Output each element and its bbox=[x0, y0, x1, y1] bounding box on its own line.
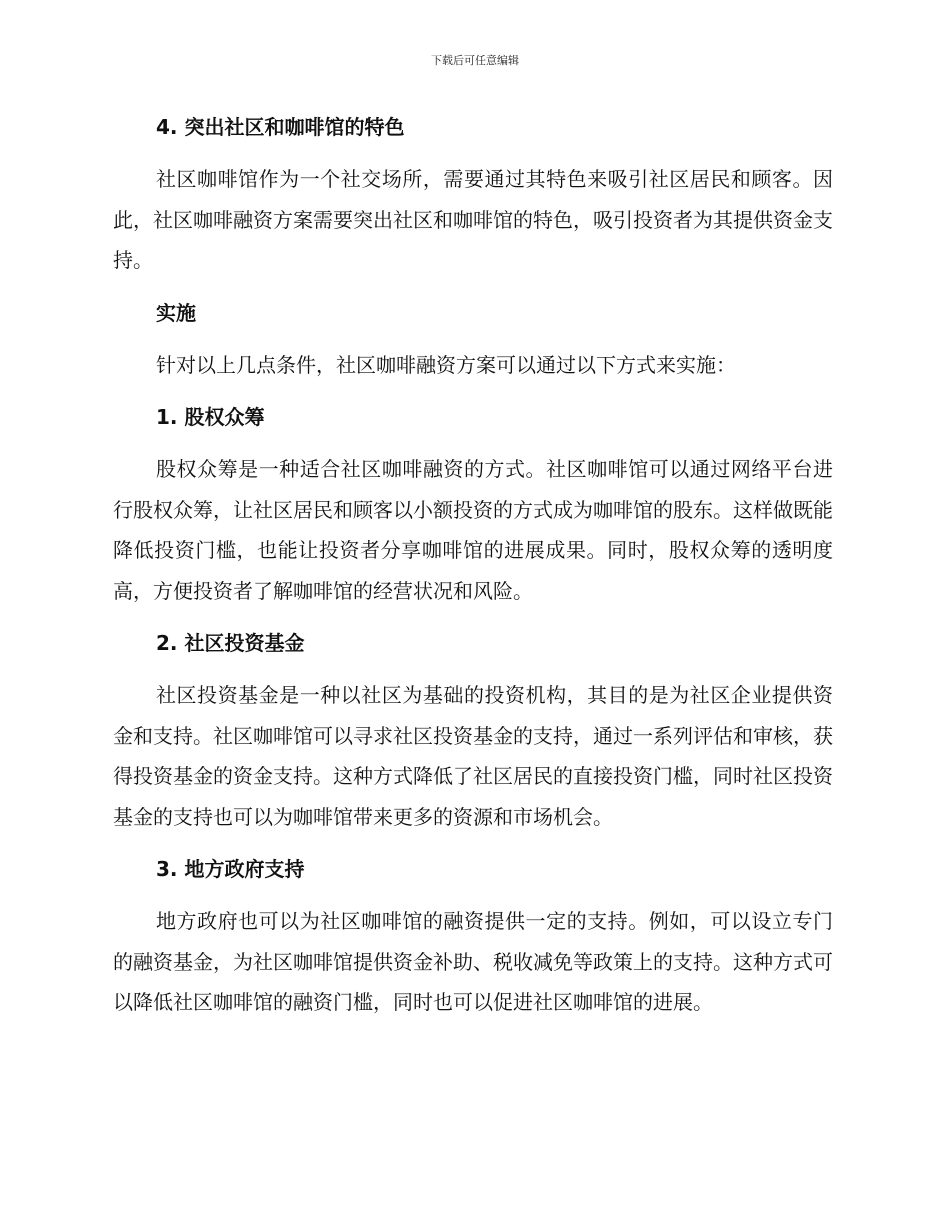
section-heading: 1. 股权众筹 bbox=[156, 405, 265, 429]
paragraph: 社区投资基金是一种以社区为基础的投资机构，其目的是为社区企业提供资金和支持。社区咖啡馆可以寻求社区投资基金的支持，通过一系列评估和审核，获得投资基金的资金支持。这种方式降低了社区居民的直接投资门槛，同时社区投资基金的支持也可以为咖啡馆带来更多的资源和市场机会。 bbox=[113, 683, 833, 829]
section-heading: 2. 社区投资基金 bbox=[156, 631, 305, 655]
document-body bbox=[113, 109, 833, 1023]
paragraph: 股权众筹是一种适合社区咖啡融资的方式。社区咖啡馆可以通过网络平台进行股权众筹，让社区居民和顾客以小额投资的方式成为咖啡馆的股东。这样做既能降低投资门槛，也能让投资者分享咖啡馆的进展成果。同时，股权众筹的透明度高，方便投资者了解咖啡馆的经营状况和风险。 bbox=[113, 457, 833, 603]
paragraph: 针对以上几点条件，社区咖啡融资方案可以通过以下方式来实施： bbox=[156, 352, 736, 377]
paragraph: 社区咖啡馆作为一个社交场所，需要通过其特色来吸引社区居民和顾客。因此，社区咖啡融资方案需要突出社区和咖啡馆的特色，吸引投资者为其提供资金支持。 bbox=[113, 167, 833, 272]
page-header: 下载后可任意编辑 bbox=[431, 54, 519, 67]
paragraph: 地方政府也可以为社区咖啡馆的融资提供一定的支持。例如，可以设立专门的融资基金，为社区咖啡馆提供资金补助、税收减免等政策上的支持。这种方式可以降低社区咖啡馆的融资门槛，同时也可以促进社区咖啡馆的进展。 bbox=[113, 909, 833, 1014]
section-heading: 3. 地方政府支持 bbox=[156, 857, 305, 881]
section-heading: 4. 突出社区和咖啡馆的特色 bbox=[156, 115, 405, 139]
section-heading: 实施 bbox=[156, 300, 196, 325]
